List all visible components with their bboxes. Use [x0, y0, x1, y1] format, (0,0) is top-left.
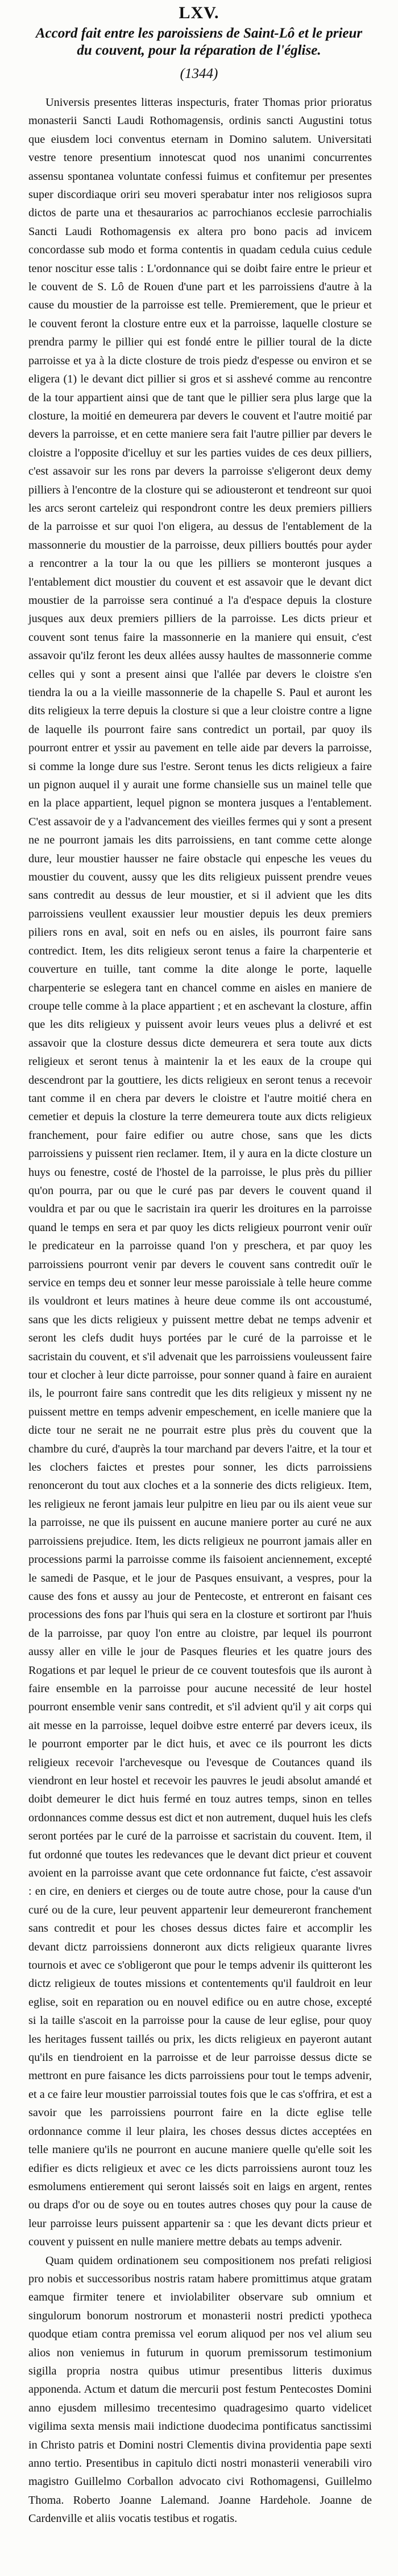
body-paragraph-main: Universis presentes litteras inspecturis, frater Thomas prior prioratus monasterii Sancti Laudi Rothomagensis, ordinis sancti Augustini totus que eiusdem loci conventus eternam in Domino salutem. Universitati vestre tenore presentium innotescat quod nos unanimi concurrentes assensu spontanea voluntate confessi fuimus et confitemur per presentes super discordiaque oriri seu moveri sperabatur inter nos religiosos supra dictos de parte una et thesaurarios ac parrochianos ecclesie parrochialis Sancti Laudi Rothomagensis ex altera pro bono pacis ad invicem concordasse sub modo et forma contentis in quadam cedula cuius cedule tenor noscitur esse talis : L'ordonnance qui se doibt faire entre le prieur et le couvent de S. Lô de Rouen d'une part et les parroissiens d'autre à la cause du moustier de la parroisse est telle. Premierement, que le prieur et le couvent feront la closture entre eux et la parroisse, laquelle closture se prendra parmy le pillier qui est fondé entre le pillier toural de la dicte parroisse et ya à la dicte closture de trois piedz d'espesse ou environ et se eligera (1) le devant dict pillier si gros et si asshevé comme au rencontre de la tour appartient ainsi que de tant que le pillier sera plus large que la closture, la moitié en demeurera par devers le couvent et l'autre moitié par devers la parroisse, et en cette maniere sera fait l'autre pillier par devers le cloistre a l'opposite d'icelluy et sur les parties vuides de ces deux pilliers, c'est assavoir sur les rons par devers la parroisse s'eligeront deux demy pilliers à l'encontre de la closture qui se adiousteront et tendreont sur quoi les arcs seront carteleiz qui respondront contre les deux premiers pilliers de la parroisse et sur quoi l'on eligera, au dessus de l'entablement de la massonnerie du moustier de la parroisse, deux pilliers bouttés pour ayder a rencontrer a la tour la ou que les pilliers se monteront jusques a l'entablement dict moustier du couvent et est assavoir que le devant dict moustier de la parroisse sera continué a l'a d'espace depuis la closture jusques aux deux premiers pilliers de la parroisse. Les dicts prieur et couvent sont tenus faire la massonnerie en la maniere qui ensuit, c'est assavoir qu'ilz feront les deux allées aussy haultes de massonnerie comme celles qui y sont a present ainsi que l'allée par devers le cloistre s'en tiendra la ou a la vieille massonnerie de la chapelle S. Paul et auront les dits religieux la terre depuis la closture si que a leur cloistre contre a ligne de laquelle ils pourront faire sans contredict un portail, par quoy ils pourront entrer et yssir au pavement en telle aide par devers la parroisse, si comme la longe dure sus l'estre. Seront tenus les dicts religieux a faire un pignon auquel il y aurait une forme chansielle sus un mainel telle que en la place appartient, lequel pignon se montera jusques a l'entablement. C'est assavoir de y a l'advancement des vieilles fermes qui y sont a present ne ne pourront jamais les dits parroissiens, en tant comme cette alonge dure, leur moustier hausser ne faire obstacle qui enpesche les veues du moustier du couvent, aussy que les dits religieux puissent prendre veues sans contredit au dessus de leur moustier, et si il advient que les dits parroissiens veullent exaussier leur moustier depuis les deux premiers piliers rons en aval, soit en nefs ou en aisles, ils pourront faire sans contredict. Item, les dits religieux seront tenus a faire la charpenterie et couverture en tuille, tant comme la dite alonge le porte, laquelle charpenterie se eslegera tant en chancel comme en aisles en maniere de croupe telle comme à la place appartient ; et en aschevant la closture, affin que les dits religieux y puissent avoir leurs veues plus a delivré et est assavoir que la closture dessus dicte demeurera et sera toute aux dicts religieux et seront tenus à maintenir la et les eaux de la croupe qui descendront par la gouttiere, les dicts religieux en seront tenus a recevoir tant comme il en chera par devers le cloistre et l'autre moitié chera en cemetier et depuis la closture la terre demeurera toute aux dicts religieux franchement, pour faire edifier ou autre chose, sans que les dicts parroissiens y puissent rien reclamer. Item, il y aura en la dicte closture un huys ou fenestre, costé de l'hostel de la parroisse, le plus près du pillier qu'on pourra, par ou que le curé pas par devers le couvent quand il vouldra et par ou que le sacristain ira querir les droitures en la parroisse quand le temps en sera et par quoy les dicts religieux pourront venir ouïr le predicateur en la parroisse quand l'on y preschera, et par quoy les parroissiens pourront venir par devers le couvent sans contredit ouïr le service en temps deu et sonner leur messe paroissiale à telle heure comme ils vouldront et leurs matines à heure deue comme ils ont accoustumé, sans que les dicts religieux y puissent mettre debat ne temps advenir et seront les clefs dudit huys portées par le curé de la parroisse et le sacristain du couvent, et s'il advenait que les parroissiens vouleussent faire tour et clocher à leur dicte parroisse, pour sonner quand à faire en auraient ils, le pourront faire sans contredit que les dits religieux y missent ny ne puissent mettre en temps advenir empeschement, en icelle maniere que la dicte tour ne serait ne ne pourrait estre plus près du couvent que la chambre du curé, d'auprès la tour marchand par devers l'aitre, et la tour et les clochers faictes et prestes pour sonner, les dicts parroissiens renonceront du tout aux cloches et a la sonnerie des dicts religieux. Item, les religieux ne feront jamais leur pulpitre en lieu par ou ils aient veue sur la parroisse, ne que ils puissent en aucune maniere porter au curé ne aux parroissiens prejudice. Item, les dicts religieux ne pourront jamais aller en processions parmi la parroisse comme ils faisoient anciennement, excepté le samedi de Pasque, et le jour de Pasques ensuivant, a vespres, pour la cause des fons et aussy au jour de Pentecoste, et entreront en faisant ces processions des fons par l'huis qui sera en la closture et sortiront par l'huis de la parroisse, par quoy l'on entre au cloistre, par lequel ils pourront aussy aller en ville le jour de Pasques fleuries et les quatre jours des Rogations et par lequel le prieur de ce couvent toutesfois que ils auront à faire ensemble en la parroisse pour aucune necessité de leur hostel pourront ensemble venir sans contredit, et s'il advient qu'il y ait corps qui ait messe en la parroisse, lequel doibve estre enterré par devers iceux, ils le pourront emporter par le dict huis, et avec ce ils pourront les dicts religieux recevoir l'archevesque ou l'evesque de Coutances quand ils viendront en leur hostel et recevoir les pauvres le jeudi absolut amandé et doibt demeurer le dict huis fermé en touz autres temps, sinon en telles ordonnances comme dessus est dict et non autrement, duquel huis les clefs seront portées par le curé de la parroisse et sacristain du couvent. Item, il fut ordonné que toutes les redevances que le devant dict prieur et couvent avoient en la parroisse avant que cete ordonnance fut faicte, c'est assavoir : en cire, en deniers et cierges ou de toute autre chose, pour la cause d'un curé ou de la cure, leur peuvent appartenir leur demeureront franchement sans contredit et pour les choses dessus dictes faire et accomplir les devant dictz parroissiens donneront aux dicts religieux quarante livres tournois et avec ce s'obligeront que pour le temps advenir ils quitteront les dictz religieux de toutes missions et contentements qu'il fauldroit en leur eglise, soit en reparation ou en nouvel edifice ou en autre chose, excepté si la taille s'ascoit en la parroisse pour la cause de leur eglise, pour quoy les heritages fussent taillés ou prix, les dicts religieux en payeront autant qu'ils en tiendroient en la parroisse et de leur parroisse dessus dicte se mettront en pure faisance les dicts parroissiens pour tout le temps advenir, et a ce faire leur moustier parroissial toutes fois que le cas s'offrira, et est a savoir que les parroissiens pourront faire en la dicte eglise telle ordonnance comme il leur plaira, les choses dessus dictes acceptées en telle maniere qu'ils ne pourront en aucune maniere quelle qu'elle soit les edifier es dicts religieux et avec ce les dicts parroissiens auront touz les esmolumens entierement qui seront laissés soit en laigs en argent, rentes ou draps d'or ou de soye ou en toutes autres choses quy pour la cause de leur parroisse leurs puissent appartenir sa : que les devant dicts prieur et couvent y puissent en nulle maniere mettre debats au temps advenir.: [28, 96, 372, 2249]
body-paragraph-closing: Quam quidem ordinationem seu compositionem nos prefati religiosi pro nobis et successoribus nostris ratam habere promittimus atque gratam eamque firmiter tenere et inviolabiliter observare sub omnium et singulorum bonorum nostrorum et monasterii nostri predicti ypotheca quodque etiam contra premissa vel eorum aliquod per nos vel alium seu alios non veniemus in futurum in quorum premissorum testimonium sigilla propria nostra quibus utimur presentibus litteris duximus apponenda. Actum et datum die mercurii post festum Pentecostes Domini anno ejusdem millesimo trecentesimo quadragesimo quarto videlicet vigilima sexta mensis maii indictione duodecima pontificatus sanctissimi in Christo patris et Domini nostri Clementis divina providentia pape sexti anno tertio. Presentibus in capitulo dicti nostri monasterii venerabili viro magistro Guillelmo Corballon advocato civi Rothomagensi, Guillelmo Thoma. Roberto Joanne Lalemand. Joanne Hardehole. Joanne de Cardenville et aliis vocatis testibus et rogatis.: [28, 2254, 372, 2525]
charter-year: (1344): [180, 66, 218, 81]
charter-number: LXV.: [179, 3, 219, 22]
charter-body: [28, 93, 372, 2528]
charter-title: Accord fait entre les paroissiens de Saint-Lô et le prieur du couvent, pour la réparation de l'église.: [35, 26, 363, 58]
